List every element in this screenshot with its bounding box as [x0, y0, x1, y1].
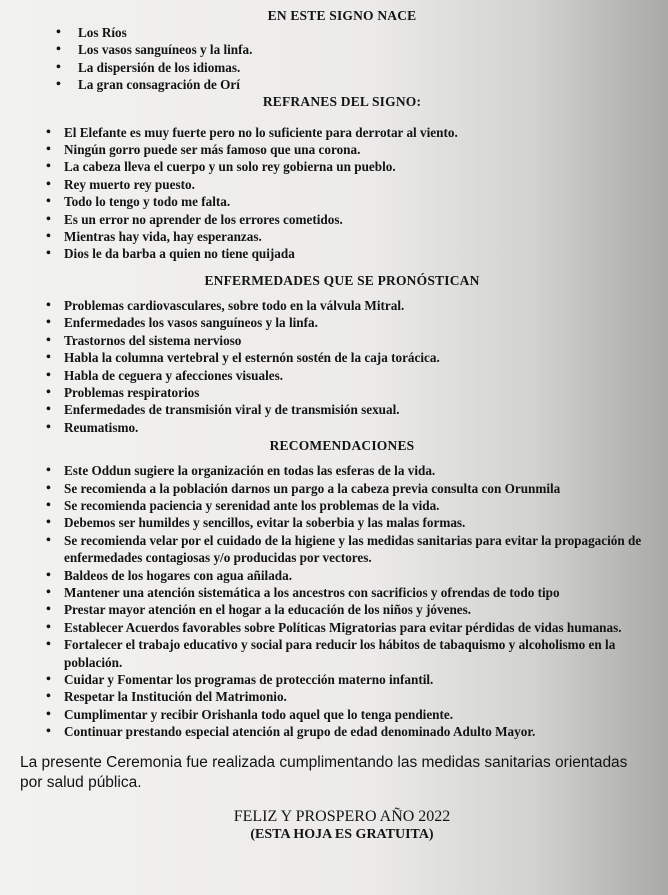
list-item: • La dispersión de los idiomas.	[40, 59, 644, 76]
list-item: • Enfermedades los vasos sanguíneos y la linfa.	[40, 314, 644, 331]
footer-greeting: FELIZ Y PROSPERO AÑO 2022	[233, 808, 451, 826]
list-nace	[40, 24, 644, 94]
footer	[40, 808, 644, 843]
list-item: • Todo lo tengo y todo me falta.	[40, 193, 644, 210]
list-item: • Ningún gorro puede ser más famoso que una corona.	[40, 141, 644, 158]
closing-paragraph: La presente Ceremonia fue realizada cumplimentando las medidas sanitarias orientadas por salud pública.	[20, 753, 628, 791]
heading-enfermedades: ENFERMEDADES QUE SE PRONÓSTICAN	[204, 272, 480, 288]
list-item: • Los Ríos	[40, 24, 644, 41]
list-item: • Mientras hay vida, hay esperanzas.	[40, 228, 644, 245]
list-item: • Establecer Acuerdos favorables sobre Políticas Migratorias para evitar pérdidas de vidas humanas.	[40, 619, 644, 636]
list-item: • Se recomienda a la población darnos un pargo a la cabeza previa consulta con Orunmila	[40, 480, 644, 497]
list-item: • Mantener una atención sistemática a los ancestros con sacrificios y ofrendas de todo tipo	[40, 584, 644, 601]
list-item: • Habla la columna vertebral y el esternón sostén de la caja torácica.	[40, 349, 644, 366]
list-refranes	[40, 124, 644, 263]
list-item: • Baldeos de los hogares con agua añilada.	[40, 567, 644, 584]
list-item: • Cuidar y Fomentar los programas de protección materno infantil.	[40, 671, 644, 688]
list-item: • Rey muerto rey puesto.	[40, 176, 644, 193]
list-item: • Este Oddun sugiere la organización en todas las esferas de la vida.	[40, 462, 644, 479]
list-item: • Trastornos del sistema nervioso	[40, 332, 644, 349]
list-enfermedades	[40, 297, 644, 436]
list-item: • Fortalecer el trabajo educativo y social para reducir los hábitos de tabaquismo y alcoholismo en la población.	[40, 636, 644, 671]
list-recomendaciones	[40, 462, 644, 741]
list-item: • Dios le da barba a quien no tiene quijada	[40, 245, 644, 262]
list-item: • El Elefante es muy fuerte pero no lo suficiente para derrotar al viento.	[40, 124, 644, 141]
list-item: • Problemas respiratorios	[40, 384, 644, 401]
list-item: • La cabeza lleva el cuerpo y un solo rey gobierna un pueblo.	[40, 158, 644, 175]
list-item: • Enfermedades de transmisión viral y de transmisión sexual.	[40, 401, 644, 418]
list-item: • Prestar mayor atención en el hogar a la educación de los niños y jóvenes.	[40, 601, 644, 618]
list-item: • Habla de ceguera y afecciones visuales.	[40, 367, 644, 384]
list-item: • La gran consagración de Orí	[40, 76, 644, 93]
list-item: • Reumatismo.	[40, 419, 644, 436]
footer-note: (ESTA HOJA ES GRATUITA)	[250, 827, 434, 843]
list-item: • Los vasos sanguíneos y la linfa.	[40, 41, 644, 58]
heading-nace: EN ESTE SIGNO NACE	[267, 8, 417, 23]
list-item: • Cumplimentar y recibir Orishanla todo aquel que lo tenga pendiente.	[40, 706, 644, 723]
list-item: • Continuar prestando especial atención al grupo de edad denominado Adulto Mayor.	[40, 723, 644, 740]
heading-recomendaciones: RECOMENDACIONES	[269, 438, 415, 454]
list-item: • Problemas cardiovasculares, sobre todo en la válvula Mitral.	[40, 297, 644, 314]
list-item: • Se recomienda paciencia y serenidad ante los problemas de la vida.	[40, 497, 644, 514]
list-item: • Se recomienda velar por el cuidado de la higiene y las medidas sanitarias para evitar la propagación de enfermedades contagiosas y/o producidas por vectores.	[40, 532, 644, 567]
list-item: • Es un error no aprender de los errores cometidos.	[40, 211, 644, 228]
heading-refranes: REFRANES DEL SIGNO:	[262, 93, 422, 109]
list-item: • Respetar la Institución del Matrimonio.	[40, 688, 644, 705]
list-item: • Debemos ser humildes y sencillos, evitar la soberbia y las malas formas.	[40, 514, 644, 531]
